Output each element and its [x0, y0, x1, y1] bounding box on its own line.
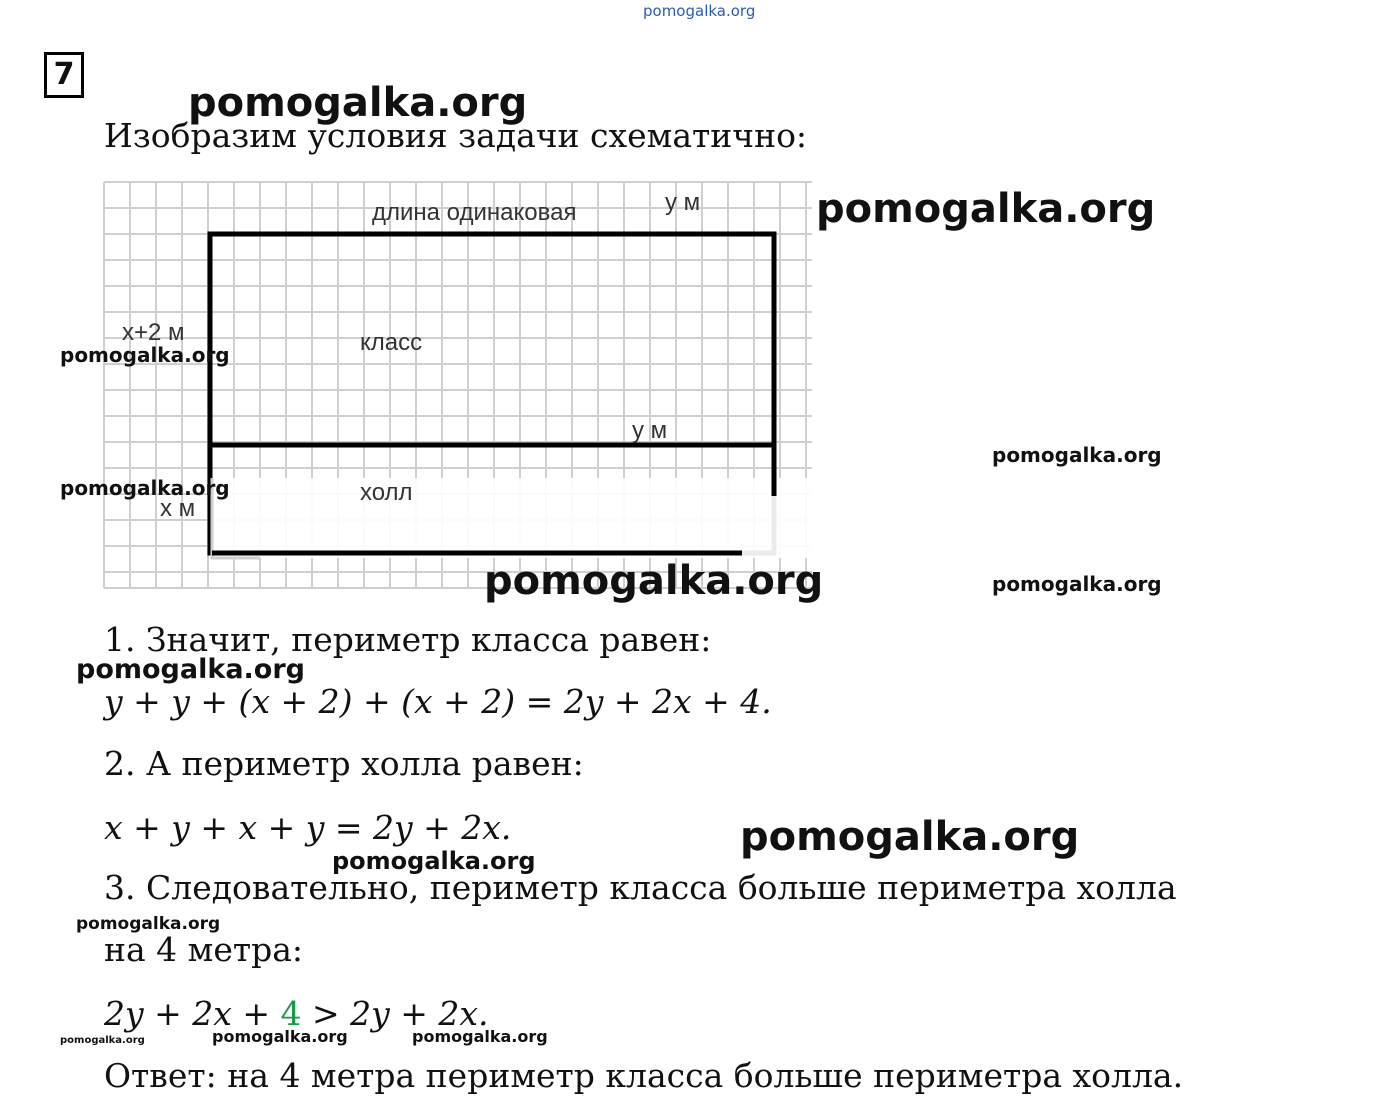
watermark: pomogalka.org	[816, 186, 1156, 232]
step1-formula: y + y + (x + 2) + (x + 2) = 2y + 2x + 4.	[104, 682, 772, 721]
watermark: pomogalka.org	[332, 847, 536, 875]
watermark: pomogalka.org	[188, 80, 528, 126]
watermark: pomogalka.org	[212, 1027, 348, 1046]
class-rect	[210, 234, 774, 445]
intro-text: Изобразим условия задачи схематично:	[104, 116, 808, 155]
watermark: pomogalka.org	[992, 572, 1162, 596]
diagram	[100, 178, 820, 618]
formula-left: 2y + 2x +	[104, 994, 281, 1033]
answer-text: Ответ: на 4 метра периметр класса больше периметра холла.	[104, 1056, 1184, 1095]
label-top: длина одинаковая	[372, 199, 577, 226]
step2-text: 2. А периметр холла равен:	[104, 744, 584, 783]
step3-text-cont: на 4 метра:	[104, 930, 304, 969]
watermark: pomogalka.org	[484, 558, 824, 604]
step3-text: 3. Следовательно, периметр класса больше периметра холла	[104, 868, 1177, 907]
label-class-side: х+2 м	[122, 319, 185, 346]
watermark: pomogalka.org	[76, 654, 305, 685]
watermark: pomogalka.org	[60, 1035, 145, 1046]
label-y-mid: у м	[632, 417, 668, 444]
label-hall: холл	[360, 479, 413, 506]
label-hall-side: х м	[160, 495, 196, 522]
watermark: pomogalka.org	[60, 343, 230, 367]
watermark: pomogalka.org	[60, 476, 230, 500]
watermark: pomogalka.org	[76, 914, 221, 934]
watermark: pomogalka.org	[412, 1027, 548, 1046]
label-y-top: у м	[665, 189, 701, 216]
problem-number: 7	[44, 52, 84, 98]
top-watermark: pomogalka.org	[643, 2, 756, 20]
formula-highlight: 4	[280, 994, 302, 1033]
formula-right: > 2y + 2x.	[301, 994, 489, 1033]
step2-formula: x + y + x + y = 2y + 2x.	[104, 808, 512, 847]
watermark: pomogalka.org	[992, 443, 1162, 467]
step1-text: 1. Значит, периметр класса равен:	[104, 620, 712, 659]
label-class: класс	[360, 329, 423, 356]
watermark: pomogalka.org	[740, 814, 1080, 860]
